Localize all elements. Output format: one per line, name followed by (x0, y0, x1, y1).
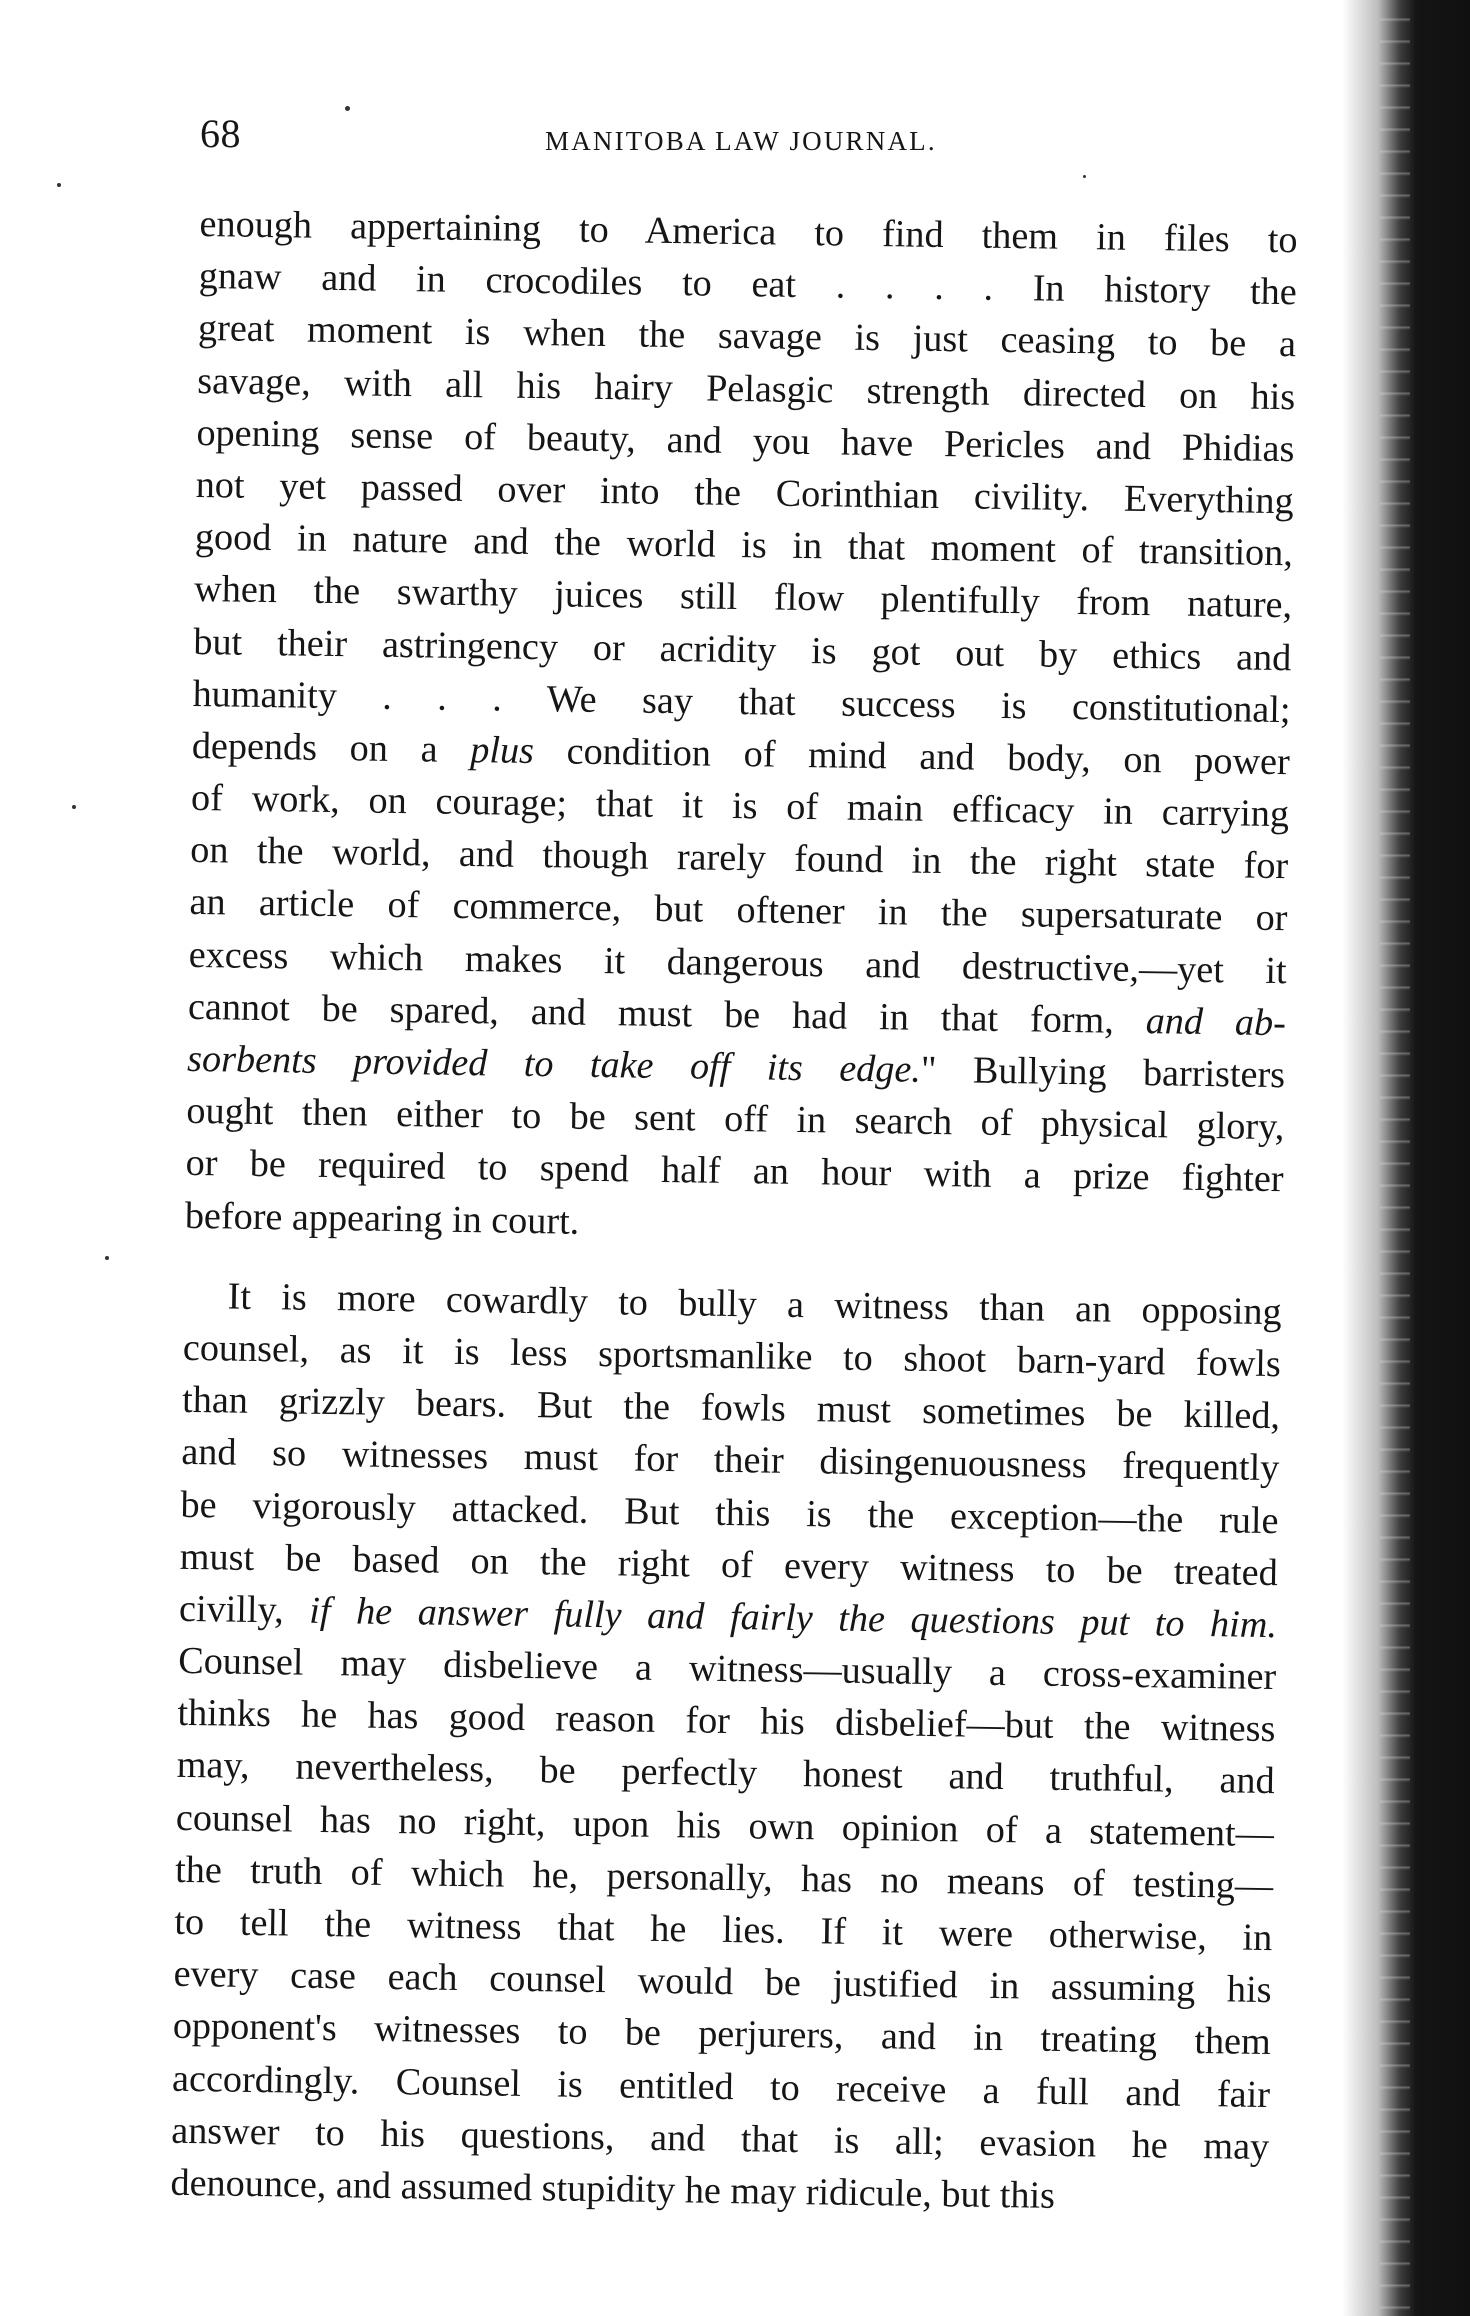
text-run: must be based on the right of every witness to be treated (179, 1535, 1279, 1594)
text-run: humanity . . . We say that success is constitutional; (192, 672, 1291, 731)
text-run: or be required to spend half an hour with a prize fighter (185, 1142, 1284, 1201)
text-run: thinks he has good reason for his disbelief—but the witness (177, 1692, 1276, 1751)
text-run: to tell the witness that he lies. If it were otherwise, in (174, 1900, 1273, 1960)
text-run: " Bullying barristers (920, 1048, 1286, 1097)
italic-text: if he answer fully and fairly the questions put to him. (308, 1589, 1278, 1647)
text-run: before appearing in court. (184, 1194, 580, 1243)
text-run: not yet passed over into the Corinthian civility. Everything (195, 463, 1294, 523)
scan-speck (105, 1256, 109, 1260)
text-run: but their astringency or acridity is got out by ethics and (193, 620, 1292, 679)
italic-text: and ab- (1145, 999, 1287, 1045)
italic-text: sorbents provided to take off its edge. (186, 1037, 922, 1091)
text-run: every case each counsel would be justified in assuming his (173, 1952, 1272, 2012)
text-run: and so witnesses must for their disingenuousness frequently (181, 1431, 1280, 1490)
text-run: may, nevertheless, be perfectly honest and truthful, and (176, 1744, 1275, 1803)
text-run: the truth of which he, personally, has no means of testing— (174, 1848, 1274, 1907)
text-run: opponent's witnesses to be perjurers, and in treating them (172, 2005, 1272, 2064)
scan-speck (57, 183, 61, 187)
text-run: great moment is when the savage is just ceasing to be a (197, 307, 1297, 366)
text-run: denounce, and assumed stupidity he may ridicule, but this (170, 2161, 1056, 2217)
body-text (170, 198, 1298, 2225)
text-run: an article of commerce, but oftener in the supersaturate or (189, 881, 1288, 940)
scan-edge-texture (1380, 0, 1410, 2316)
italic-text: plus (469, 728, 535, 772)
page-header (200, 110, 1340, 170)
text-run: good in nature and the world is in that moment of transition, (194, 516, 1294, 575)
text-run: civilly, (178, 1587, 310, 1632)
text-run: depends on a (191, 724, 471, 771)
text-run: counsel has no right, upon his own opinion of a statement— (175, 1796, 1275, 1855)
text-run: than grizzly bears. But the fowls must sometimes be killed, (181, 1378, 1281, 1438)
text-run: on the world, and though rarely found in the right state for (190, 829, 1289, 888)
text-run: enough appertaining to America to find them in files to (199, 202, 1298, 262)
scan-speck (1083, 175, 1086, 178)
text-run: opening sense of beauty, and you have Pericles and Phidias (196, 411, 1295, 471)
paragraph-2 (170, 1270, 1282, 2226)
scan-speck (72, 805, 76, 809)
paragraph-1 (185, 198, 1298, 1258)
text-run: be vigorously attacked. But this is the exception—the rule (180, 1483, 1279, 1542)
text-run: cannot be spared, and must be had in that form, (187, 985, 1147, 1042)
running-head: MANITOBA LAW JOURNAL. (545, 126, 937, 156)
text-run: counsel, as it is less sportsmanlike to shoot barn-yard fowls (182, 1326, 1282, 1386)
text-run: savage, with all his hairy Pelasgic strength directed on his (196, 359, 1296, 418)
text-run: when the swarthy juices still flow plentifully from nature, (193, 568, 1293, 627)
text-run: ought then either to be sent off in search of physical glory, (186, 1090, 1285, 1149)
text-run: It is more cowardly to bully a witness than an opposing (227, 1275, 1282, 1333)
text-run: accordingly. Counsel is entitled to receive a full and fair (171, 2057, 1271, 2116)
text-run: excess which makes it dangerous and destructive,—yet it (188, 933, 1287, 992)
text-run: gnaw and in crocodiles to eat . . . . In history the (198, 255, 1298, 314)
text-run: of work, on courage; that it is of main efficacy in carrying (190, 776, 1290, 836)
text-run: answer to his questions, and that is all; evasion he may (171, 2109, 1270, 2168)
text-run: Counsel may disbelieve a witness—usually a cross-examiner (177, 1639, 1277, 1699)
page-number: 68 (200, 111, 241, 156)
text-run: condition of mind and body, on power (533, 729, 1291, 784)
